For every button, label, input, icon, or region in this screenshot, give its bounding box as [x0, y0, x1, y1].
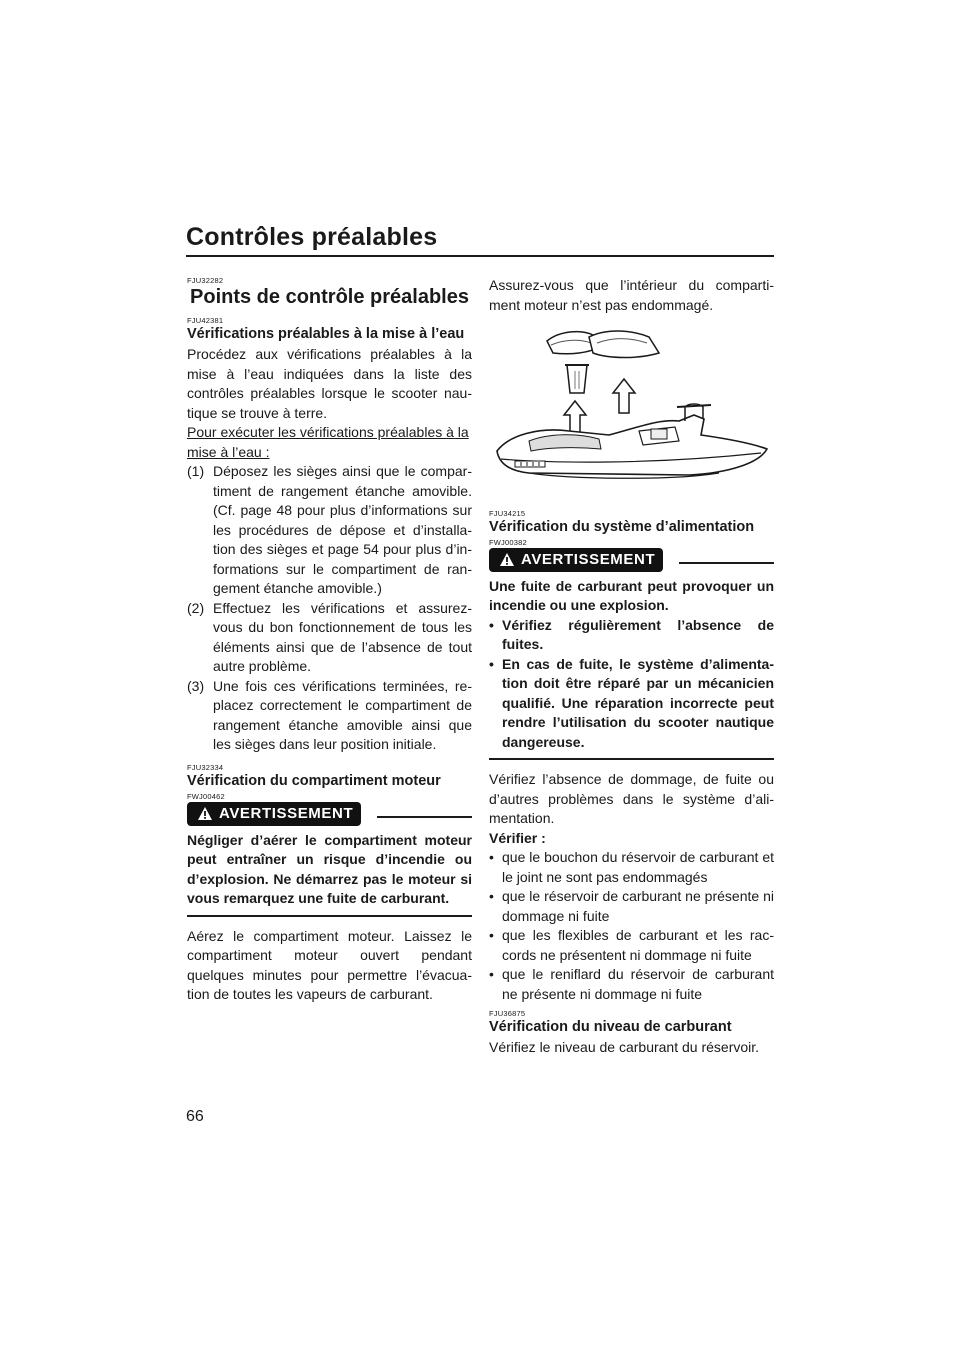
- warning-badge: [187, 802, 361, 826]
- page-header-title: Contrôles préalables: [186, 223, 438, 251]
- step-number: (1): [187, 463, 205, 479]
- bullet-text: Vérifiez régulièrement l’absence de fuites.: [502, 616, 774, 652]
- bullet-text: En cas de fuite, le système d’alimenta-tion doit être réparé par un mécanicien qualifié. Une réparation incorrecte peut rendre l’utilisation du scooter nautique dangereuse.: [502, 655, 774, 750]
- step-item: [187, 462, 472, 599]
- step-item: [187, 677, 472, 755]
- subheading-launch-checks: Vérifications préalables à la mise à l’eau: [187, 326, 465, 342]
- fuel-check-paragraph: Vérifiez l’absence de dommage, de fuite ou d’autres problèmes dans le système d’ali-mentation.: [489, 771, 774, 826]
- procedure-steps: [187, 462, 472, 755]
- warning-text: Négliger d’aérer le compartiment moteur peut entraîner un risque d’incendie ou d’explosion. Ne démarrez pas le moteur si vous remarquez une fuite de carburant.: [187, 831, 472, 906]
- reference-code: FWJ00382: [489, 537, 527, 547]
- left-column: [187, 276, 472, 1005]
- warning-triangle-icon: [197, 806, 213, 821]
- warning-triangle-icon: [499, 552, 515, 567]
- ventilation-paragraph: Aérez le compartiment moteur. Laissez le compartiment moteur ouvert pendant quelques minutes pour permettre l’évacua-tion de toutes les vapeurs de carburant.: [187, 927, 472, 1002]
- bullet-dot-icon: •: [489, 616, 494, 633]
- check-item-text: que les flexibles de carburant et les rac-cords ne présentent ni dommage ni fuite: [502, 927, 774, 963]
- reference-code: FWJ00462: [187, 791, 225, 801]
- bullet-dot-icon: •: [489, 849, 494, 865]
- warning-box: [489, 572, 774, 761]
- reference-code: FJU32334: [187, 762, 224, 772]
- page-number: 66: [186, 1108, 204, 1125]
- warning-badge: [489, 548, 663, 572]
- list-item: [489, 848, 774, 887]
- check-item-text: que le réservoir de carburant ne présente ni dommage ni fuite: [502, 888, 774, 924]
- list-item: [489, 655, 774, 753]
- list-item: [489, 616, 774, 655]
- warning-label: AVERTISSEMENT: [219, 804, 354, 822]
- reference-code: FJU42381: [187, 316, 224, 325]
- warning-text: Une fuite de carburant peut provoquer un incendie ou une explosion.: [489, 577, 774, 613]
- bullet-dot-icon: •: [489, 655, 494, 672]
- warning-bullets: [489, 616, 774, 753]
- right-column: [489, 276, 774, 1058]
- reference-code: FJU32282: [187, 276, 224, 285]
- warning-rule: [679, 562, 774, 564]
- check-item-text: que le bouchon du réservoir de carburant et le joint ne sont pas endommagés: [502, 849, 774, 885]
- section-title: Points de contrôle préalables: [190, 286, 469, 308]
- check-item-text: que le reniflard du réservoir de carburant ne présente ni dommage ni fuite: [502, 966, 774, 1002]
- list-item: [489, 887, 774, 926]
- step-text: Effectuez les vérifications et assurez-vous du bon fonctionnement de tous les éléments ainsi que de l’absence de tout autre problème.: [213, 599, 472, 674]
- check-label: Vérifier :: [489, 829, 546, 846]
- interior-check-paragraph: Assurez-vous que l’intérieur du comparti-ment moteur n’est pas endommagé.: [489, 277, 774, 313]
- step-number: (2): [187, 599, 205, 616]
- subheading-fuel-level: Vérification du niveau de carburant: [489, 1019, 732, 1035]
- warning-header: [489, 548, 774, 572]
- procedure-label: Pour exécuter les vérifications préalables à la mise à l’eau :: [187, 424, 469, 460]
- intro-paragraph: Procédez aux vérifications préalables à la mise à l’eau indiquées dans la liste des contrôles préalables lorsque le scooter nau-tique se trouve à terre.: [187, 346, 472, 421]
- warning-label: AVERTISSEMENT: [521, 550, 656, 568]
- list-item: [489, 926, 774, 965]
- list-item: [489, 965, 774, 1004]
- bullet-dot-icon: •: [489, 927, 494, 943]
- step-item: [187, 599, 472, 677]
- reference-code: FJU36875: [489, 1009, 526, 1018]
- warning-rule: [377, 816, 472, 818]
- subheading-engine-compartment: Vérification du compartiment moteur: [187, 772, 441, 789]
- fuel-level-paragraph: Vérifiez le niveau de carburant du réservoir.: [489, 1039, 760, 1055]
- header-rule: [186, 255, 774, 257]
- bullet-dot-icon: •: [489, 966, 494, 982]
- warning-box: [187, 826, 472, 917]
- subheading-fuel-system: Vérification du système d’alimentation: [489, 518, 755, 535]
- step-text: Une fois ces vérifications terminées, re-placez correctement le compartiment de rangement étanche amovible ainsi que les sièges dans leur position initiale.: [213, 677, 472, 752]
- reference-code: FJU34215: [489, 508, 526, 518]
- watercraft-illustration: [489, 323, 774, 495]
- check-list: [489, 848, 774, 1004]
- step-text: Déposez les sièges ainsi que le compar-timent de rangement étanche amovible. (Cf. page 48 pour plus d’informations sur les procédures de dépose et d’installa-tion des sièges et page 54 pour plus d’in-formations sur le compartiment de ran-gement étanche amovible.): [213, 463, 472, 596]
- step-number: (3): [187, 677, 205, 694]
- bullet-dot-icon: •: [489, 888, 494, 904]
- warning-header: [187, 802, 472, 826]
